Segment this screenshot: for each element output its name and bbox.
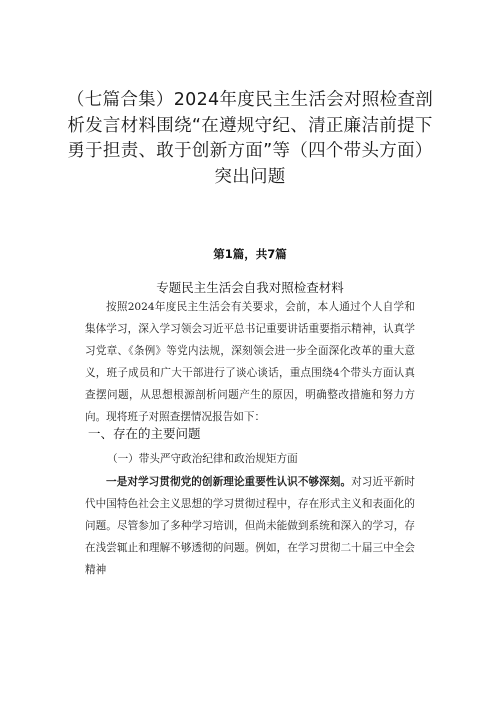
- section-heading: 一、存在的主要问题: [88, 426, 201, 441]
- document-subtitle: 专题民主生活会自我对照检查材料: [156, 280, 344, 295]
- sub-heading: （一）带头严守政治纪律和政治规矩方面: [107, 453, 298, 465]
- part-label: 第1篇，共7篇: [213, 247, 287, 261]
- item-text: 对习近平新时代中国特色社会主义思想的学习贯彻过程中，存在形式主义和表面化的问题。尽管参加了多种学习培训，但尚未能做到系统和深入的学习，存在浅尝辄止和理解不够透彻的问题。例如，在学习贯彻二十届三中全会精神: [85, 476, 416, 576]
- problem-paragraph: [85, 471, 415, 581]
- item-lead: 一是对学习贯彻党的创新理论重要性认识不够深刻。: [106, 476, 352, 488]
- document-title: （七篇合集）2024年度民主生活会对照检查剖析发言材料围绕“在遵规守纪、清正廉洁前提下勇于担责、敢于创新方面”等（四个带头方面）突出问题: [66, 90, 434, 187]
- intro-paragraph: 按照2024年度民主生活会有关要求，会前，本人通过个人自学和集体学习，深入学习领会习近平总书记重要讲话重要指示精神，认真学习党章、《条例》等党内法规，深刻领会进一步全面深化改革的重大意义，班子成员和广大干部进行了谈心谈话，重点围绕4个带头方面认真查摆问题，从思想根源剖析问题产生的原因，明确整改措施和努力方向。现将班子对照查摆情况报告如下：: [85, 301, 415, 423]
